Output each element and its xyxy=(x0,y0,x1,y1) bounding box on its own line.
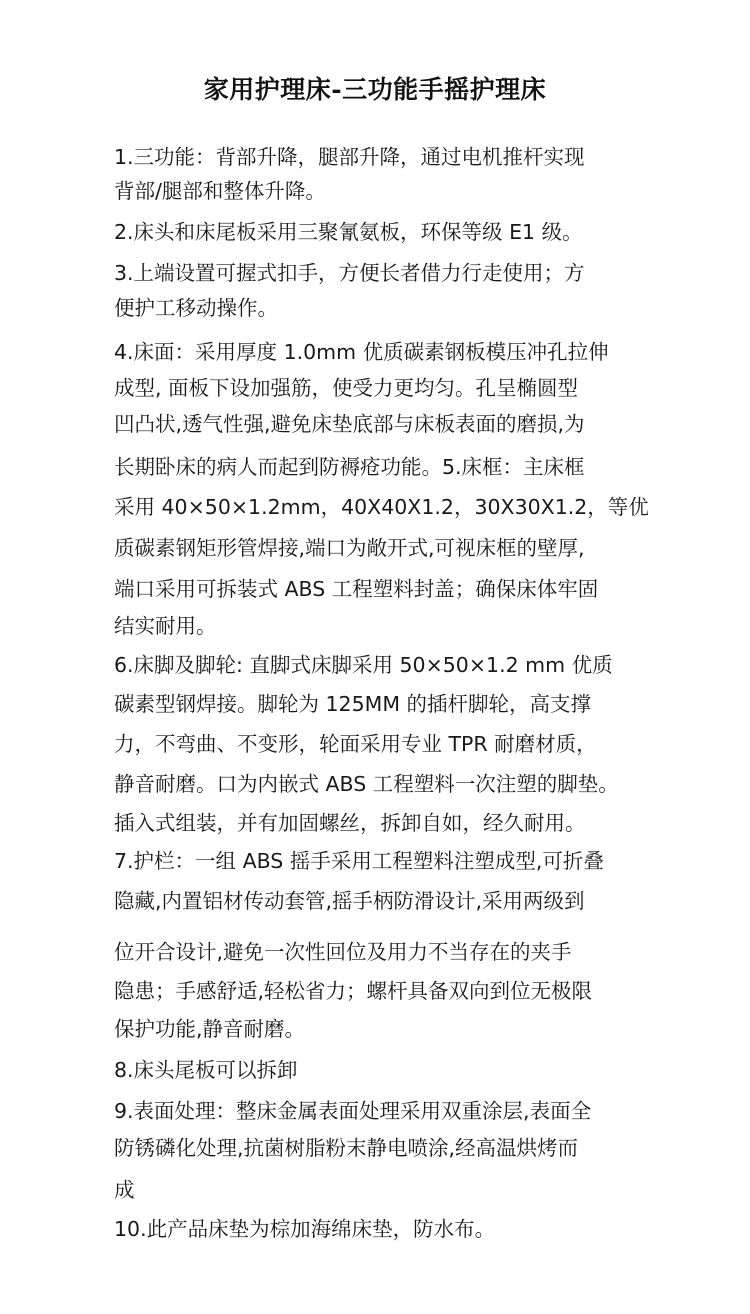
text-line: 4.床面：采用厚度 1.0mm 优质碳素钢板模压冲孔拉伸 xyxy=(114,340,609,364)
text-line: 力，不弯曲、不变形，轮面采用专业 TPR 耐磨材质， xyxy=(114,732,597,756)
text-line: 隐藏,内置铝材传动套管,摇手柄防滑设计,采用两级到 xyxy=(114,889,585,913)
text-line: 凹凸状,透气性强,避免床垫底部与床板表面的磨损,为 xyxy=(114,412,585,436)
text-line: 1.三功能：背部升降，腿部升降，通过电机推杆实现 xyxy=(114,145,585,169)
document-title: 家用护理床-三功能手摇护理床 xyxy=(203,75,547,104)
text-line: 碳素型钢焊接。脚轮为 125MM 的插杆脚轮，高支撑 xyxy=(114,692,592,716)
text-line: 8.床头尾板可以拆卸 xyxy=(114,1058,298,1082)
text-line: 保护功能,静音耐磨。 xyxy=(114,1017,306,1041)
text-line: 背部/腿部和整体升降。 xyxy=(114,179,326,203)
text-line: 静音耐磨。口为内嵌式 ABS 工程塑料一次注塑的脚垫。 xyxy=(114,772,619,796)
text-line: 插入式组装，并有加固螺丝，拆卸自如，经久耐用。 xyxy=(114,811,586,835)
text-line: 长期卧床的病人而起到防褥疮功能。5.床框：主床框 xyxy=(114,455,585,479)
text-line: 隐患；手感舒适,轻松省力；螺杆具备双向到位无极限 xyxy=(114,979,593,1003)
text-line: 位开合设计,避免一次性回位及用力不当存在的夹手 xyxy=(114,940,572,964)
text-line: 质碳素钢矩形管焊接,端口为敞开式,可视床框的壁厚, xyxy=(114,536,585,560)
text-line: 7.护栏：一组 ABS 摇手采用工程塑料注塑成型,可折叠 xyxy=(114,849,604,873)
text-line: 便护工移动操作。 xyxy=(114,296,278,320)
text-line: 9.表面处理：整床金属表面处理采用双重涂层,表面全 xyxy=(114,1099,592,1123)
text-line: 10.此产品床垫为棕加海绵床垫，防水布。 xyxy=(114,1217,496,1241)
text-line: 2.床头和床尾板采用三聚氰氨板，环保等级 E1 级。 xyxy=(114,220,583,244)
text-line: 端口采用可拆装式 ABS 工程塑料封盖；确保床体牢固 xyxy=(114,577,599,601)
text-line: 防锈磷化处理,抗菌树脂粉末静电喷涂,经高温烘烤而 xyxy=(114,1136,579,1160)
text-line: 成 xyxy=(114,1178,135,1202)
text-line: 采用 40×50×1.2mm，40X40X1.2，30X30X1.2，等优 xyxy=(114,495,649,519)
text-line: 成型, 面板下设加强筋，使受力更均匀。孔呈椭圆型 xyxy=(114,376,579,400)
text-line: 结实耐用。 xyxy=(114,614,217,638)
text-line: 3.上端设置可握式扣手，方便长者借力行走使用；方 xyxy=(114,261,585,285)
text-line: 6.床脚及脚轮: 直脚式床脚采用 50×50×1.2 mm 优质 xyxy=(114,653,613,677)
